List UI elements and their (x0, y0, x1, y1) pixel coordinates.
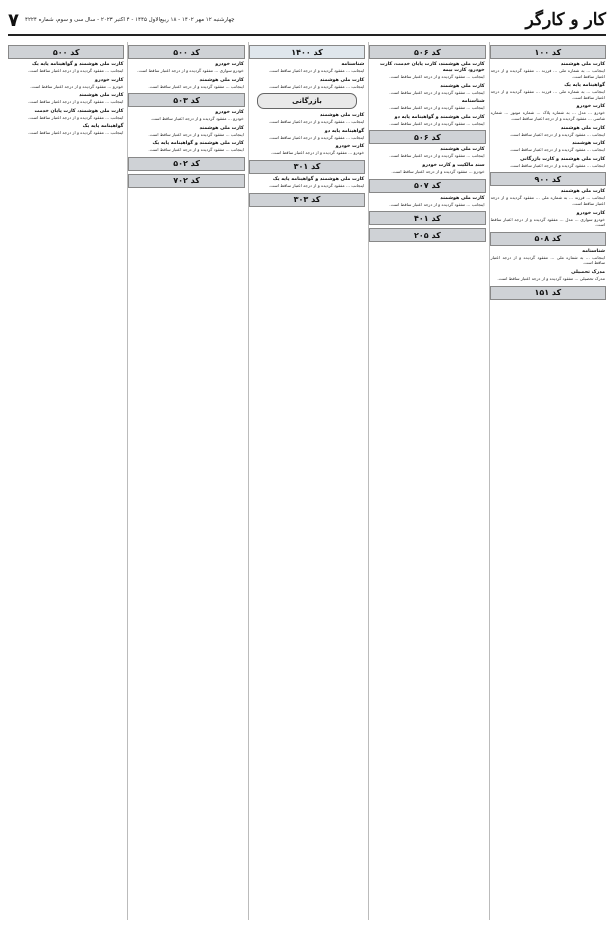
notice (9, 78, 123, 90)
column-1 (489, 42, 606, 920)
notice-body: اینجانب ... مفقود گردیده و از درجه اعتبار ساقط است. (268, 119, 365, 125)
code-header: کد ۹۰۰ (490, 172, 606, 186)
notice-title: کارت ملی هوشمند (319, 77, 365, 83)
newspaper-logo: کار و کارگر (525, 10, 606, 30)
notice (491, 157, 605, 169)
notice-title: کارت ملی هوشمند و گواهینامه پایه یک (32, 62, 124, 67)
column-4 (127, 42, 244, 920)
columns (8, 42, 606, 920)
notice-title: کارت ملی هوشمند (560, 189, 605, 195)
notice-body: اینجانب ... مفقود گردیده و از درجه اعتبار ساقط است. (268, 182, 365, 188)
notice-body: اینجانب ... مفقود گردیده و از درجه اعتبار ساقط است. (268, 83, 365, 89)
notice-body: مدرک تحصیلی ... مفقود گردیده و از درجه اعتبار ساقط است. (497, 275, 605, 281)
notice-title: کارت ملی هوشمند، کارت پایان خدمت، کارت خودرو، کارت بیمه (380, 62, 485, 73)
notice (250, 129, 364, 141)
notice-body: خودرو ... مدل ... به شماره پلاک ... شماره موتور ... شماره شاسی ... مفقود گردیده و از درجه اعتبار ساقط است. (490, 110, 605, 121)
notice (491, 189, 605, 206)
notice-title: کارت ملی هوشمند (319, 113, 365, 119)
notice-body: اینجانب ... فرزند ... به شماره ملی ... مفقود گردیده و از درجه اعتبار ساقط است. (490, 195, 605, 206)
notice-title: کارت ملی هوشمند (560, 125, 605, 131)
notice-title: کارت خودرو (335, 144, 365, 150)
code-header: کد ۱۰۰ (490, 45, 606, 59)
notice (129, 141, 243, 153)
notice-body: اینجانب ... مفقود گردیده و از درجه اعتبار ساقط است. (389, 153, 485, 159)
code-header: کد ۵۰۲ (128, 157, 244, 171)
code-header: کد ۵۰۸ (490, 232, 606, 246)
notice-body: خودرو ... مفقود گردیده و از درجه اعتبار ساقط است. (30, 83, 124, 89)
code-header: کد ۴۰۱ (369, 211, 485, 225)
notice (129, 78, 243, 90)
notice-title: کارت ملی هوشمند و گواهینامه پایه یک (152, 141, 244, 147)
notice-title: کارت ملی هوشمند (560, 62, 605, 67)
notice (250, 62, 364, 74)
notice (370, 163, 484, 175)
column-2 (368, 42, 485, 920)
notice (370, 147, 484, 159)
notice-title: کارت خودرو (94, 77, 124, 83)
notice-title: کارت ملی هوشمند و کارت بازرگانی (520, 156, 605, 162)
code-header: کد ۱۴۰۰ (249, 45, 365, 59)
notice-title: شناسنامه (461, 99, 485, 105)
notice-body: اینجانب ... مفقود گردیده و از درجه اعتبار ساقط است. (389, 89, 485, 95)
notice-body: اینجانب ... مفقود گردیده و از درجه اعتبار ساقط است. (389, 74, 485, 79)
page-number: ۷ (8, 9, 19, 31)
notice-body: اینجانب ... به شماره ملی ... فرزند ... مفقود گردیده و از درجه اعتبار ساقط است. (490, 68, 605, 79)
notice-title: کارت ملی هوشمند (440, 147, 485, 153)
notice-title: کارت خودرو (215, 110, 244, 116)
notice (370, 115, 484, 127)
notice (9, 62, 123, 74)
notice (9, 124, 123, 136)
code-header: کد ۵۰۳ (128, 93, 244, 107)
code-header: کد ۳۰۳ (249, 193, 365, 207)
notice-body: اینجانب ... مفقود گردیده و از درجه اعتبار ساقط است. (28, 114, 124, 120)
notice-body: اینجانب ... مفقود گردیده و از درجه اعتبار ساقط است. (28, 68, 124, 73)
notice-title: شناسنامه (341, 62, 365, 67)
notice-title: کارت ملی هوشمند و گواهینامه پایه دو (394, 114, 485, 120)
notice (491, 62, 605, 79)
code-header: کد ۵۰۶ (369, 45, 485, 59)
notice-title: گواهینامه پایه یک (82, 124, 124, 130)
notice-body: اینجانب ... مفقود گردیده و از درجه اعتبار ساقط است. (268, 68, 365, 73)
code-header: کد ۱۵۱ (490, 286, 606, 300)
notice-title: کارت ملی هوشمند (79, 93, 124, 99)
notice (491, 83, 605, 100)
column-5 (8, 42, 124, 920)
notice (491, 141, 605, 153)
notice (129, 126, 243, 138)
notice (129, 110, 243, 122)
column-3 (248, 42, 365, 920)
notice-body: اینجانب ... به شماره ملی ... مفقود گردیده و از درجه اعتبار ساقط است. (490, 254, 605, 266)
notice-title: کارت هوشمند (572, 141, 605, 147)
masthead (8, 6, 606, 36)
notice (370, 99, 484, 111)
notice (250, 177, 364, 189)
notice-title: کارت ملی هوشمند و گواهینامه پایه یک (272, 176, 365, 182)
notice-body: اینجانب ... مفقود گردیده و از درجه اعتبار ساقط است. (268, 134, 365, 140)
notice-body: خودرو ... مفقود گردیده و از درجه اعتبار ساقط است. (150, 116, 244, 122)
notice-title: گواهینامه پایه دو (324, 128, 365, 134)
notice-body: اینجانب ... مفقود گردیده و از درجه اعتبار ساقط است. (509, 162, 605, 168)
notice (9, 93, 123, 105)
notice (491, 270, 605, 282)
notice-title: گواهینامه پایه یک (564, 83, 605, 89)
notice (491, 126, 605, 138)
notice (9, 109, 123, 121)
notice-title: کارت خودرو (576, 104, 605, 110)
code-header: کد ۵۰۰ (8, 45, 124, 59)
notice (250, 78, 364, 90)
notice-body: خودرو ... مفقود گردیده و از درجه اعتبار ساقط است. (271, 150, 365, 156)
notice (491, 249, 605, 266)
notice-title: کارت خودرو (576, 210, 605, 216)
notice-title: مدرک تحصیلی (571, 269, 605, 275)
notice-title: کارت ملی هوشمند (199, 125, 244, 131)
notice-body: اینجانب ... مفقود گردیده و از درجه اعتبار ساقط است. (148, 83, 244, 89)
notice-title: کارت ملی هوشمند (440, 83, 485, 89)
code-header: کد ۲۰۵ (369, 228, 485, 242)
notice-body: اینجانب ... مفقود گردیده و از درجه اعتبار ساقط است. (389, 105, 485, 111)
notice-body: اینجانب ... مفقود گردیده و از درجه اعتبار ساقط است. (509, 131, 605, 137)
notice (370, 196, 484, 208)
notice-body: اینجانب ... مفقود گردیده و از درجه اعتبار ساقط است. (389, 120, 485, 126)
code-header: کد ۷۰۲ (128, 174, 244, 188)
notice (370, 84, 484, 96)
notice (250, 113, 364, 125)
notice-title: کارت ملی هوشمند (440, 195, 485, 201)
notice-body: اینجانب ... مفقود گردیده و از درجه اعتبار ساقط است. (389, 201, 485, 207)
notice (370, 62, 484, 80)
notice-body: خودرو ... مفقود گردیده و از درجه اعتبار ساقط است. (391, 168, 485, 174)
newspaper-page (0, 6, 614, 925)
notice-title: سند مالکیت و کارت خودرو (422, 162, 485, 168)
notice (491, 104, 605, 121)
notice-body: اینجانب ... مفقود گردیده و از درجه اعتبار ساقط است. (148, 131, 244, 137)
notice-body: اینجانب ... مفقود گردیده و از درجه اعتبار ساقط است. (28, 99, 124, 105)
code-header: کد ۵۰۶ (369, 130, 485, 144)
notice-body: اینجانب ... مفقود گردیده و از درجه اعتبار ساقط است. (28, 130, 124, 136)
code-header: کد ۵۰۷ (369, 179, 485, 193)
code-header: کد ۵۰۰ (128, 45, 244, 59)
notice-title: کارت ملی هوشمند، کارت پایان خدمت (34, 108, 124, 114)
notice-title: کارت ملی هوشمند (199, 77, 244, 83)
notice-body: اینجانب ... به شماره ملی ... فرزند ... مفقود گردیده و از درجه اعتبار ساقط است. (490, 89, 605, 100)
notice-title: شناسنامه (582, 248, 605, 254)
notice-title: کارت خودرو (215, 62, 244, 67)
dateline: چهارشنبه ۱۲ مهر ۱۴۰۲ - ۱۸ ربیع‌الاول ۱۴۴۵ - ۴ اکتبر ۲۰۲۳ - سال سی و سوم، شماره ۴۲۲۴ (25, 17, 235, 23)
notice-body: خودرو سواری ... مفقود گردیده و از درجه اعتبار ساقط است. (137, 68, 244, 73)
notice (250, 144, 364, 156)
notice-body: اینجانب ... مفقود گردیده و از درجه اعتبار ساقط است. (148, 147, 244, 153)
notice-body: اینجانب ... مفقود گردیده و از درجه اعتبار ساقط است. (509, 147, 605, 153)
notice-body: خودرو سواری ... مدل ... مفقود گردیده و از درجه اعتبار ساقط است. (490, 216, 605, 228)
notice (491, 211, 605, 228)
code-header: کد ۳۰۱ (249, 160, 365, 174)
section-badge-bazargani: بازرگانی (257, 93, 357, 109)
notice (129, 62, 243, 74)
